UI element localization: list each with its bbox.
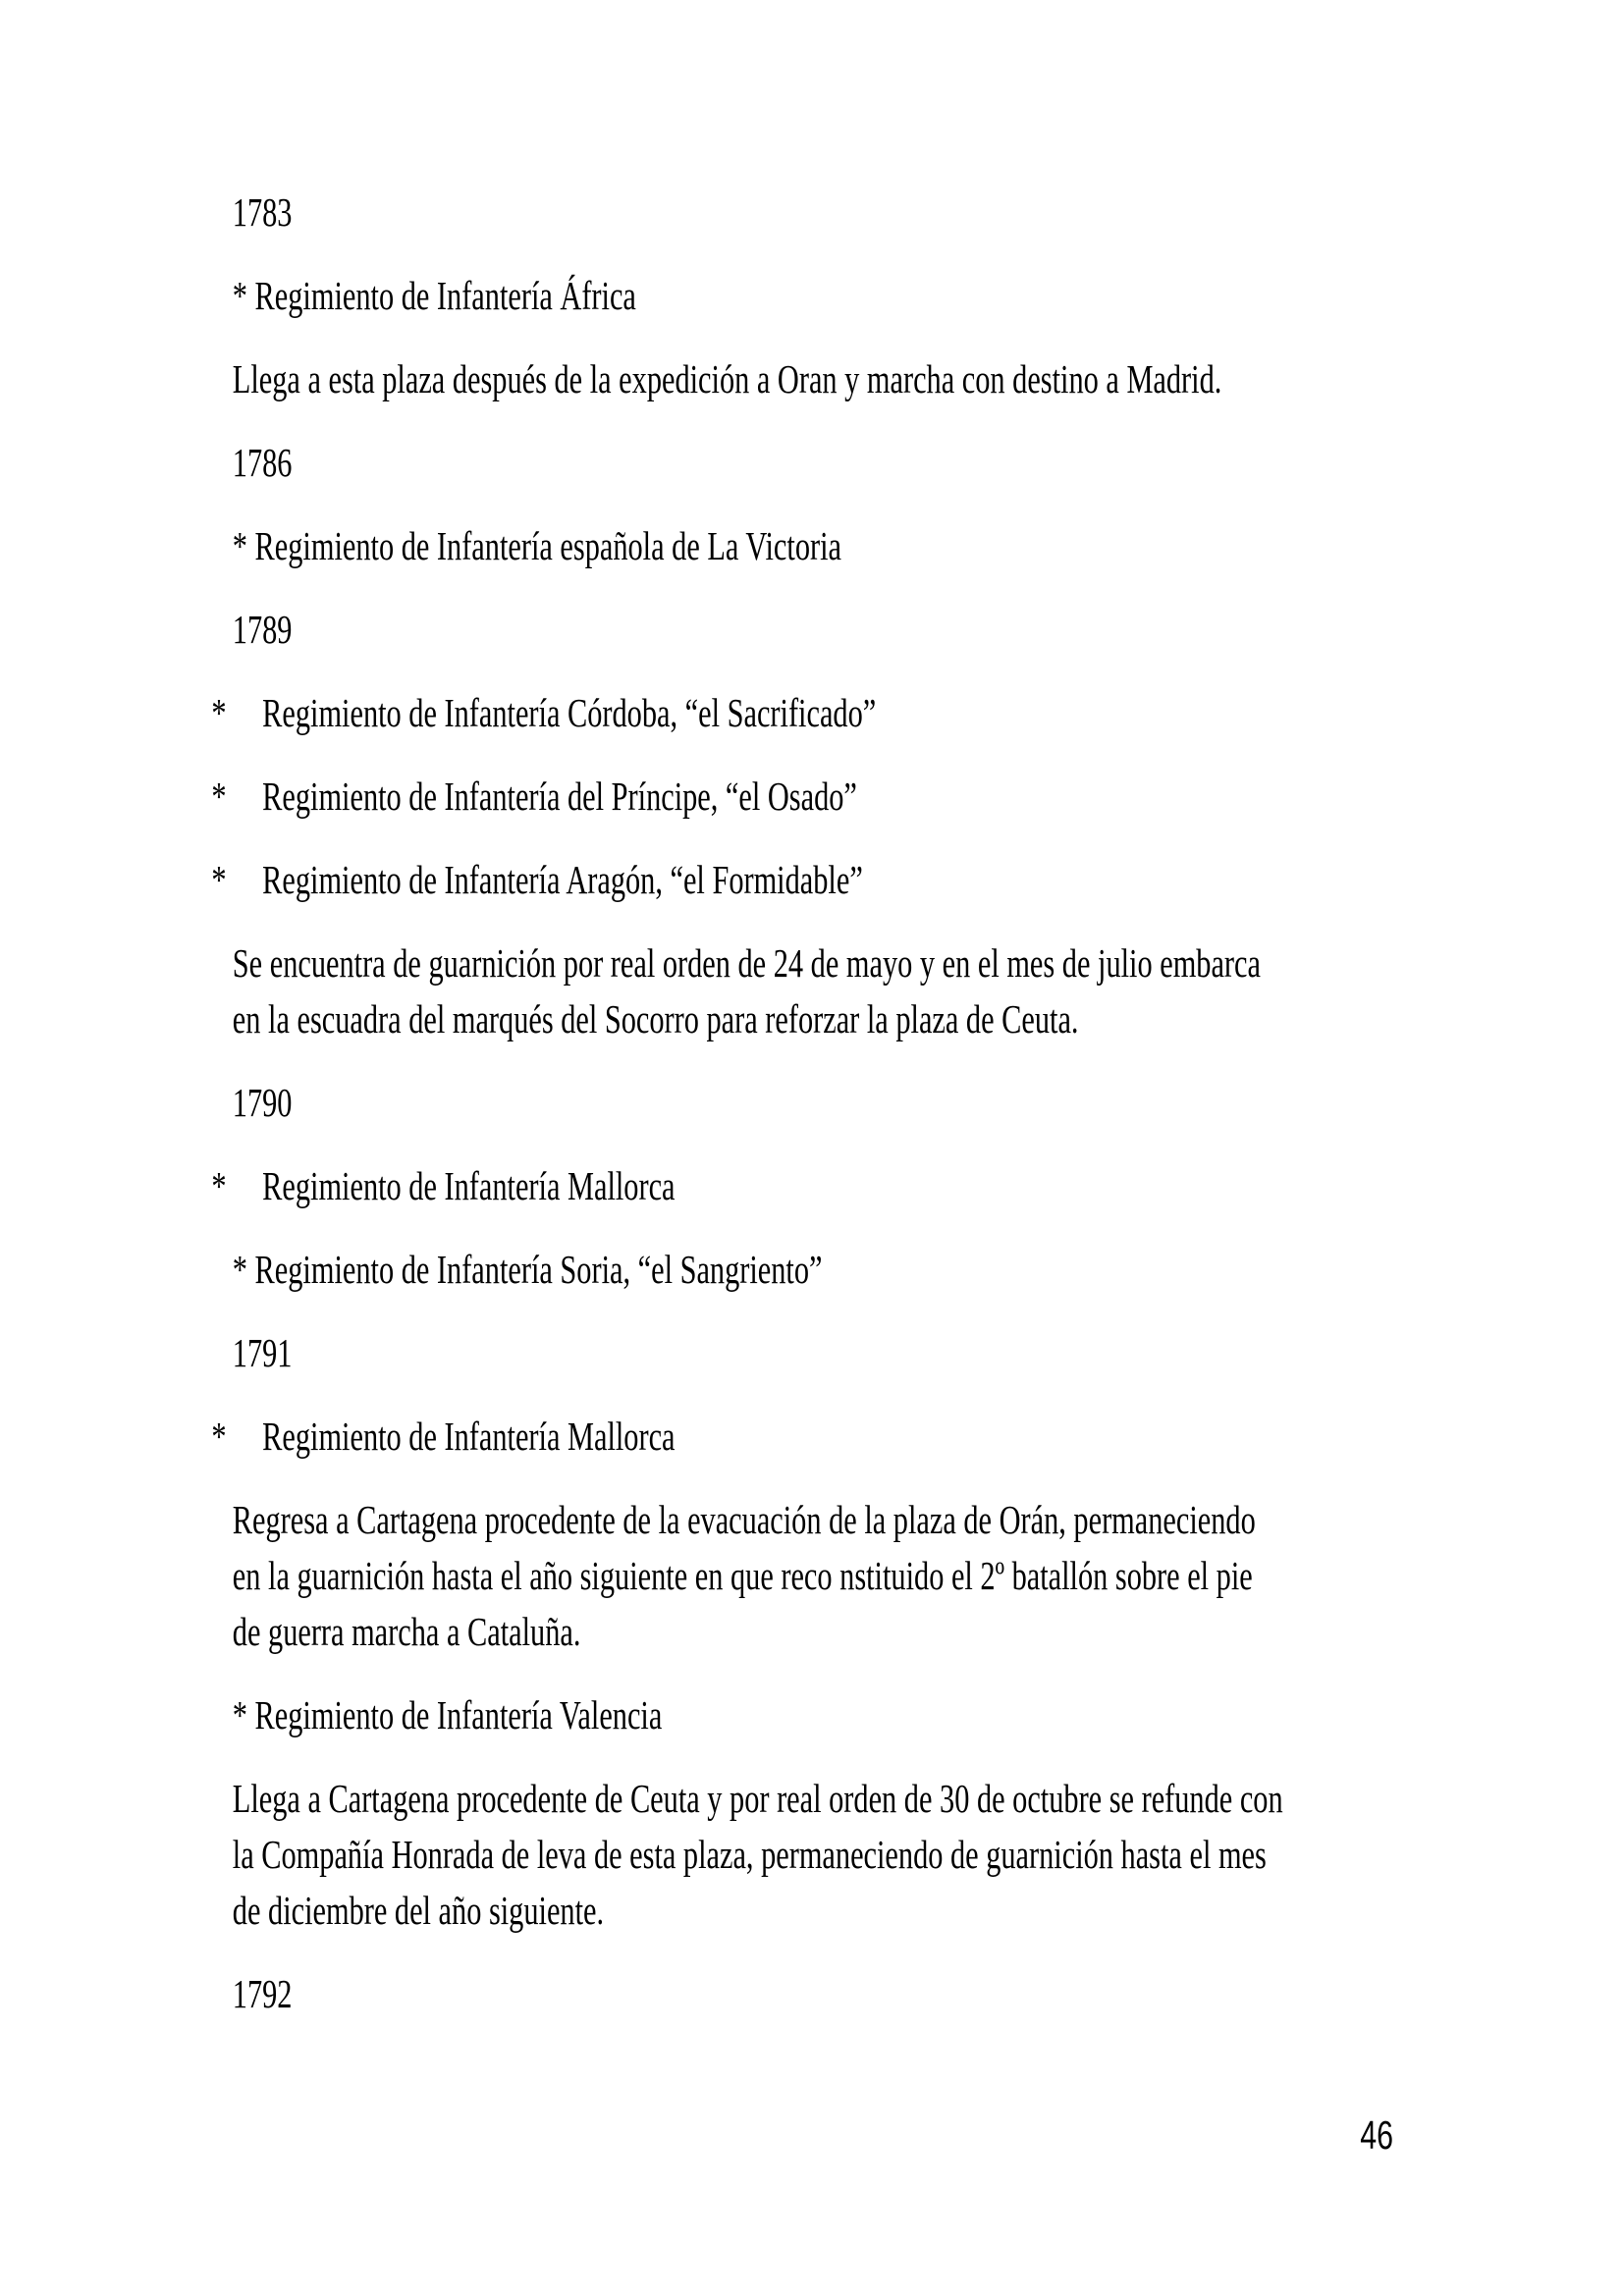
regiment-item-label: Regimiento de Infantería Córdoba, “el Sacrificado”	[262, 690, 877, 735]
regiment-item: * Regimiento de Infantería África	[232, 273, 636, 318]
year-heading: 1791	[232, 1330, 293, 1375]
asterisk-marker: *	[211, 690, 227, 735]
asterisk-marker: *	[211, 1163, 227, 1208]
body-paragraph	[233, 351, 1425, 407]
body-paragraph	[233, 1771, 1425, 1939]
regiment-item	[211, 852, 1425, 908]
text-line: Llega a esta plaza después de la expedición a Oran y marcha con destino a Madrid.	[232, 356, 1222, 401]
year-heading: 1783	[232, 189, 293, 235]
regiment-item-label: Regimiento de Infantería Mallorca	[262, 1163, 676, 1208]
page-number: 46	[1360, 2112, 1394, 2158]
text-line: Llega a Cartagena procedente de Ceuta y por real orden de 30 de octubre se refunde con	[232, 1776, 1283, 1821]
regiment-item: * Regimiento de Infantería Valencia	[232, 1692, 663, 1737]
regiment-item	[211, 685, 1425, 741]
body-paragraph	[233, 935, 1425, 1047]
document-body	[211, 185, 1425, 2050]
regiment-item-label: Regimiento de Infantería del Príncipe, “el Osado”	[262, 774, 857, 819]
regiment-item-label: Regimiento de Infantería Mallorca	[262, 1414, 676, 1459]
text-line: de guerra marcha a Cataluña.	[232, 1609, 581, 1654]
text-line: la Compañía Honrada de leva de esta plaza, permaneciendo de guarnición hasta el mes	[232, 1832, 1267, 1877]
regiment-item	[211, 769, 1425, 825]
regiment-item-label: Regimiento de Infantería Aragón, “el Formidable”	[262, 857, 863, 902]
year-heading: 1790	[232, 1080, 293, 1125]
asterisk-marker: *	[211, 774, 227, 819]
regiment-item	[211, 1158, 1425, 1214]
text-line: en la guarnición hasta el año siguiente en que reco nstituido el 2º batallón sobre el pie	[232, 1553, 1253, 1598]
regiment-item: * Regimiento de Infantería española de La Victoria	[232, 523, 842, 568]
year-heading: 1792	[232, 1971, 293, 2016]
text-line: Se encuentra de guarnición por real orden de 24 de mayo y en el mes de julio embarca	[232, 940, 1261, 986]
regiment-item: * Regimiento de Infantería Soria, “el Sangriento”	[232, 1247, 823, 1292]
text-line: de diciembre del año siguiente.	[232, 1888, 605, 1933]
asterisk-marker: *	[211, 1414, 227, 1459]
body-paragraph	[233, 1492, 1425, 1660]
asterisk-marker: *	[211, 857, 227, 902]
regiment-item	[211, 1409, 1425, 1465]
year-heading: 1789	[232, 607, 293, 652]
text-line: en la escuadra del marqués del Socorro para reforzar la plaza de Ceuta.	[232, 996, 1079, 1041]
year-heading: 1786	[232, 440, 293, 485]
text-line: Regresa a Cartagena procedente de la evacuación de la plaza de Orán, permaneciendo	[232, 1497, 1256, 1542]
